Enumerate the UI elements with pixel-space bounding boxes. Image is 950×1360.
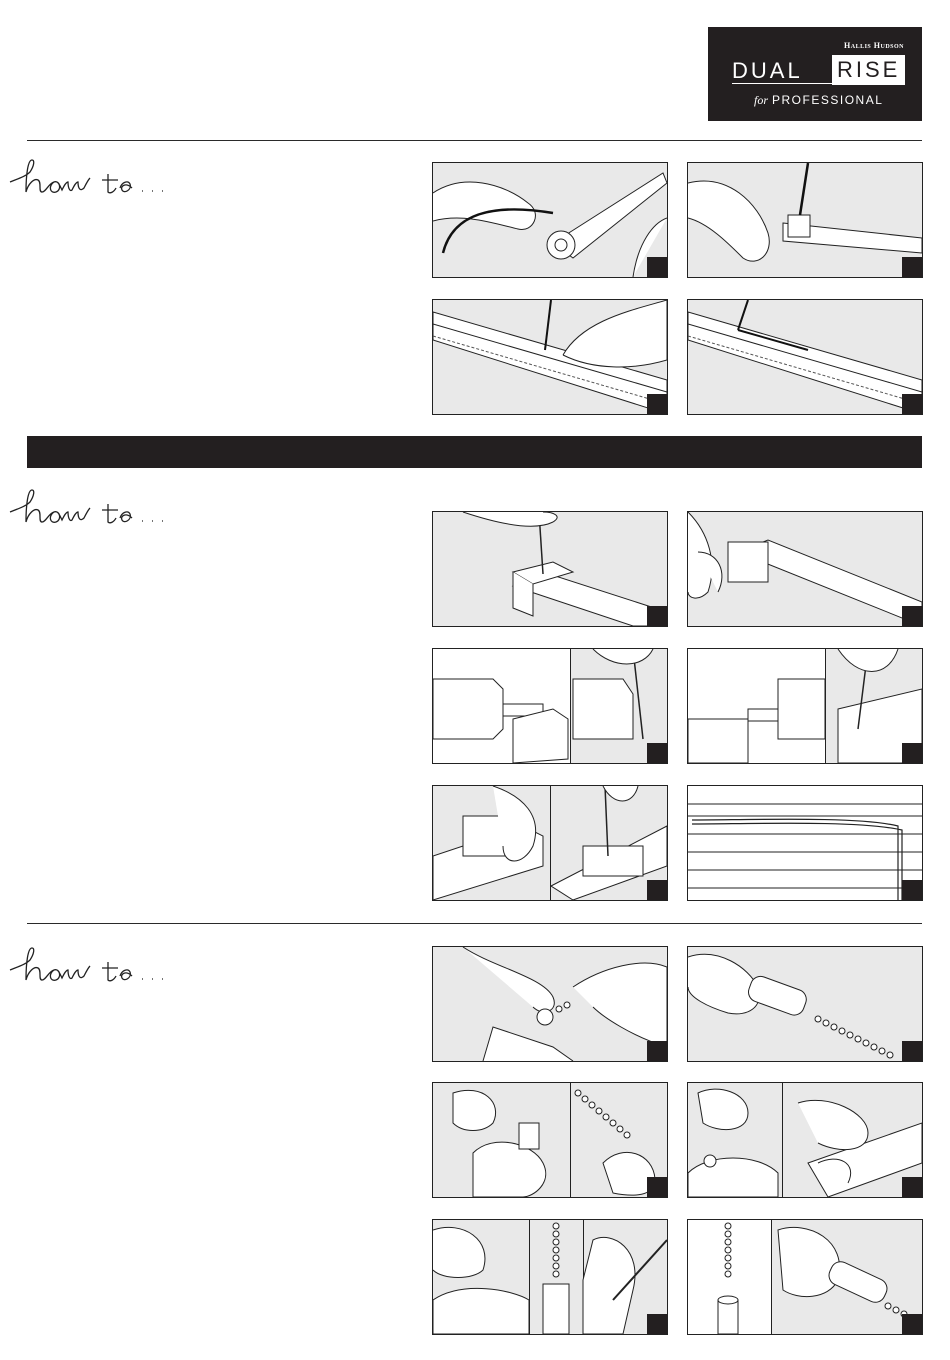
section-3-heading <box>8 940 188 998</box>
brand-logo <box>708 27 922 121</box>
section3-step-panel-5 <box>432 1219 668 1335</box>
step-number-badge <box>902 606 922 626</box>
step-number-badge <box>647 880 667 900</box>
fingers-pressing-cord-clip-icon <box>688 163 922 277</box>
finger-pressing-cord-into-rail-icon <box>433 300 667 414</box>
section1-step-panel-2 <box>687 162 923 278</box>
bracket-and-hex-key-split-icon <box>433 786 667 900</box>
step-number-badge <box>902 1177 922 1197</box>
blind-slats-with-cord-icon <box>688 786 922 900</box>
section-2-heading <box>8 482 188 540</box>
section1-step-panel-3 <box>432 299 668 415</box>
shaft-and-motor-unit-split-icon <box>688 649 922 763</box>
section-1-heading <box>8 152 188 210</box>
step-number-badge <box>647 1314 667 1334</box>
step-number-badge <box>902 743 922 763</box>
handwritten-heading-icon <box>8 482 188 540</box>
step-number-badge <box>647 257 667 277</box>
logo-brand-text: Hallis Hudson <box>844 41 904 50</box>
step-number-badge <box>902 394 922 414</box>
handwritten-heading-icon <box>8 152 188 210</box>
section-divider-top <box>27 140 922 141</box>
step-number-badge <box>647 743 667 763</box>
hands-threading-cord-into-end-cap-icon <box>433 163 667 277</box>
section2-step-panel-1 <box>432 511 668 627</box>
section2-step-panel-2 <box>687 511 923 627</box>
logo-professional-text: PROFESSIONAL <box>772 93 884 107</box>
logo-underline <box>732 83 832 84</box>
step-number-badge <box>902 257 922 277</box>
section2-step-panel-4 <box>687 648 923 764</box>
logo-word-rise: RISE <box>832 55 905 85</box>
logo-for-text: for <box>754 93 769 107</box>
logo-subtitle <box>754 93 883 108</box>
screwdriver-chain-pulley-split-icon <box>433 1220 667 1334</box>
motor-unit-and-shaft-split-icon <box>433 649 667 763</box>
chain-weight-split-icon <box>688 1220 922 1334</box>
section3-step-panel-2 <box>687 946 923 1062</box>
section2-step-panel-3 <box>432 648 668 764</box>
cord-seated-in-rail-icon <box>688 300 922 414</box>
hands-joining-chain-connector-icon <box>433 947 667 1061</box>
section-band <box>27 436 922 468</box>
section1-step-panel-4 <box>687 299 923 415</box>
section2-step-panel-6 <box>687 785 923 901</box>
step-number-badge <box>902 1041 922 1061</box>
section3-step-panel-3 <box>432 1082 668 1198</box>
step-number-badge <box>647 606 667 626</box>
step-number-badge <box>647 1041 667 1061</box>
step-number-badge <box>902 1314 922 1334</box>
end-cap-chain-split-icon <box>688 1083 922 1197</box>
section2-step-panel-5 <box>432 785 668 901</box>
chain-weight-with-bead-chain-icon <box>688 947 922 1061</box>
section3-step-panel-1 <box>432 946 668 1062</box>
logo-word-dual: DUAL <box>732 58 803 83</box>
section1-step-panel-1 <box>432 162 668 278</box>
step-number-badge <box>647 1177 667 1197</box>
section-divider-bottom <box>27 923 922 924</box>
step-number-badge <box>902 880 922 900</box>
handwritten-heading-icon <box>8 940 188 998</box>
hex-key-in-bracket-icon <box>433 512 667 626</box>
step-number-badge <box>647 394 667 414</box>
hand-gripping-bracket-icon <box>688 512 922 626</box>
section3-step-panel-4 <box>687 1082 923 1198</box>
chain-clip-split-icon <box>433 1083 667 1197</box>
section3-step-panel-6 <box>687 1219 923 1335</box>
